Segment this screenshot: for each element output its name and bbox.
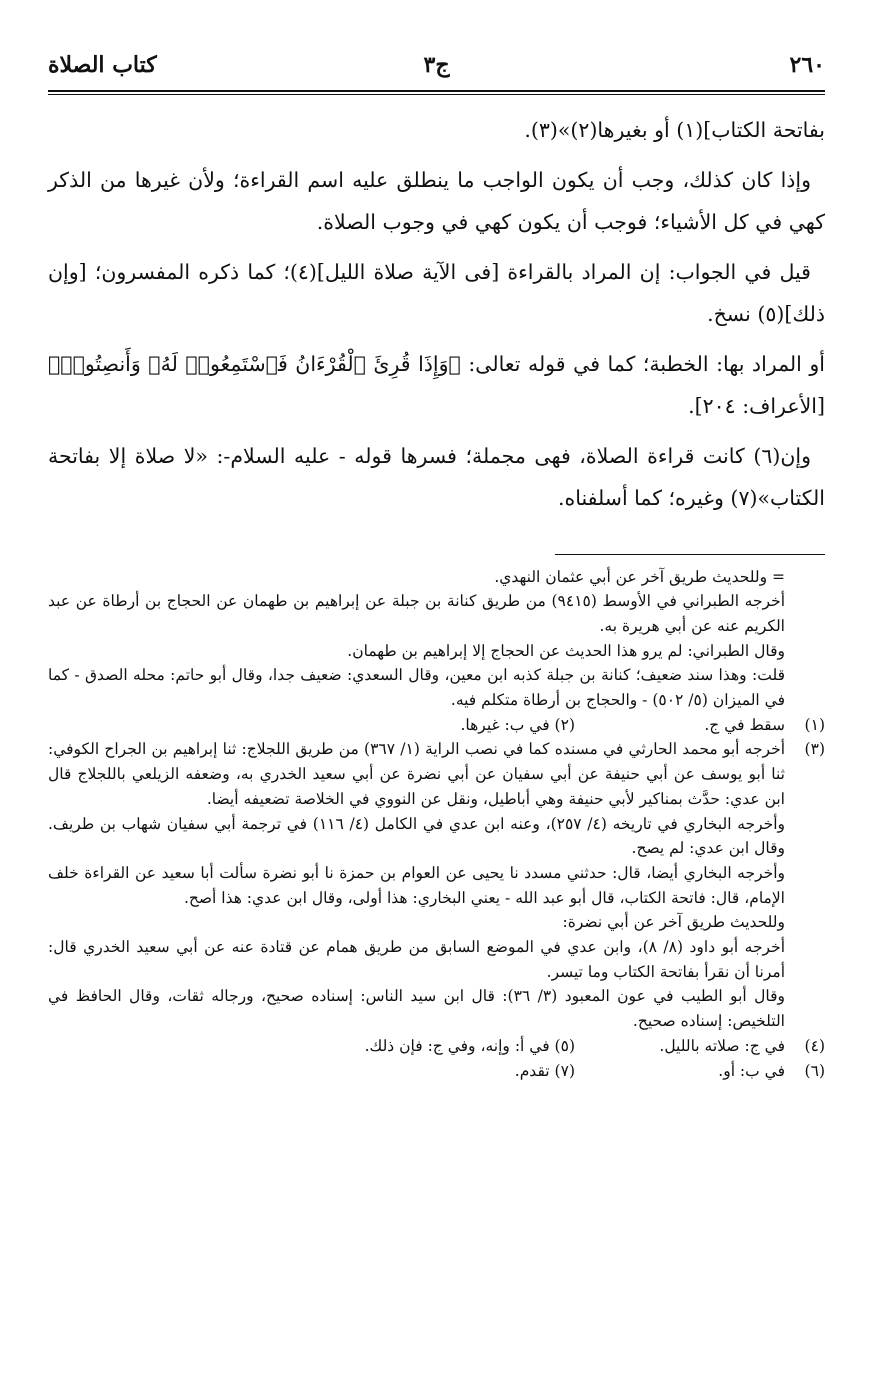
footnote-line: أخرجه الطبراني في الأوسط (٩٤١٥) من طريق كنانة بن جبلة عن إبراهيم بن طهمان عن الحجاج بن أرطاة عن عبد الكريم عنه عن أبي هريرة به.	[48, 592, 785, 635]
page-number: ٢٦٠	[789, 52, 825, 78]
paragraph: وإن(٦) كانت قراءة الصلاة، فهى مجملة؛ فسرها قوله - عليه السلام-: «لا صلاة إلا بفاتحة الكتاب»(٧) وغيره؛ كما أسلفناه.	[48, 443, 825, 510]
header-rule	[48, 90, 825, 92]
paragraph: وإذا كان كذلك، وجب أن يكون الواجب ما ينطلق عليه اسم القراءة؛ ولأن غيرها من الذكر كهي في كل الأشياء؛ فوجب أن يكون كهي في وجوب الصلاة.	[48, 167, 825, 234]
footnote-text: في ب: غيرها.	[460, 715, 550, 734]
paragraph: أو المراد بها: الخطبة؛ كما في قوله تعالى: ﴿وَإِذَا قُرِئَ ٱلْقُرْءَانُ فَٱسْتَمِعُوا۟ لَهُۥ وَأَنصِتُوا۟﴾ [الأعراف: ٢٠٤].	[48, 351, 825, 418]
footnotes	[48, 565, 825, 1084]
footnote-line: أخرجه أبو داود (٨/ ٨)، وابن عدي في الموضع السابق من طريق همام عن قتادة عنه عن أبي سعيد الخدري قال: أمرنا أن نقرأ بفاتحة الكتاب وما تيسر.	[48, 938, 785, 981]
footnote-text: سقط في ج.	[704, 715, 785, 734]
book-page	[48, 52, 825, 1083]
footnote-number: (٦)	[804, 1061, 825, 1080]
paragraph: قيل في الجواب: إن المراد بالقراءة [فى الآية صلاة الليل](٤)؛ كما ذكره المفسرون؛ [وإن ذلك](٥) نسخ.	[48, 259, 825, 326]
book-title: كتاب الصلاة	[48, 52, 157, 78]
running-header	[48, 52, 825, 86]
footnote-number: (٣)	[804, 740, 825, 759]
footnote-line: وأخرجه البخاري في تاريخه (٤/ ٢٥٧)، وعنه ابن عدي في الكامل (٤/ ١١٦) في ترجمة أبي سفيان شهاب بن طريف. وقال ابن عدي: لم يصح.	[48, 814, 786, 858]
footnote-line: أخرجه أبو محمد الحارثي في مسنده كما في نصب الراية (١/ ٣٦٧) من طريق اللجلاج: ثنا إبراهيم بن الجراح الكوفي: ثنا أبو يوسف عن أبي حنيفة عن أبي سفيان عن أبي نضرة عن أبي سعيد الخدري به، وضعفه الزيلعي باللجلاج قال ابن عدي: حدَّث بمناكير لأبي حنيفة وهي أباطيل، ونقل عن النووي في الخلاصة تضعيفه أيضا.	[48, 740, 785, 808]
footnote-line: وأخرجه البخاري أيضا، قال: حدثني مسدد نا يحيى عن العوام بن حمزة نا أبو نضرة سألت أبا سعيد عن القراءة خلف الإمام، قال: فاتحة الكتاب، قال أبو عبد الله - يعني البخاري: هذا أولى، وقال ابن عدي: هذا أصح.	[48, 863, 785, 907]
main-text	[48, 109, 825, 520]
footnote-line: قلت: وهذا سند ضعيف؛ كنانة بن جبلة كذبه ابن معين، وقال السعدي: ضعيف جدا، وقال أبو حاتم: محله الصدق - كما في الميزان (٥/ ٥٠٢) - والحجاج بن أرطاة متكلم فيه.	[48, 666, 785, 710]
footnote-line: وقال أبو الطيب في عون المعبود (٣/ ٣٦): قال ابن سيد الناس: إسناده صحيح، ورجاله ثقات، وقال الحافظ في التلخيص: إسناده صحيح.	[48, 987, 785, 1031]
footnote-continuation	[48, 565, 825, 713]
footnote-separator	[555, 554, 825, 555]
footnote-line: وقال الطبراني: لم يرو هذا الحديث عن الحجاج إلا إبراهيم بن طهمان.	[347, 641, 785, 660]
volume-label: ج٣	[423, 52, 450, 78]
paragraph: بفاتحة الكتاب](١) أو بغيرها(٢)»(٣).	[524, 118, 825, 142]
footnote-4-5	[48, 1034, 825, 1059]
footnote-line: = وللحديث طريق آخر عن أبي عثمان النهدي.	[494, 567, 785, 586]
footnote-text: في ج: صلاته بالليل.	[659, 1036, 785, 1055]
footnote-line: وللحديث طريق آخر عن أبي نضرة:	[562, 913, 785, 932]
footnote-number: (١)	[804, 715, 825, 734]
footnote-number: (٤)	[804, 1036, 825, 1055]
footnote-text: في ب: أو.	[718, 1061, 785, 1080]
footnote-number: (٢)	[554, 715, 575, 734]
footnote-1-2	[48, 713, 825, 738]
footnote-text: تقدم.	[514, 1061, 550, 1080]
footnote-3	[48, 737, 825, 1033]
footnote-number: (٥)	[554, 1036, 575, 1055]
header-rule-thin	[48, 94, 825, 95]
footnote-6-7	[48, 1059, 825, 1084]
footnote-number: (٧)	[554, 1061, 575, 1080]
footnote-text: في أ: وإنه، وفي ج: فإن ذلك.	[364, 1036, 550, 1055]
